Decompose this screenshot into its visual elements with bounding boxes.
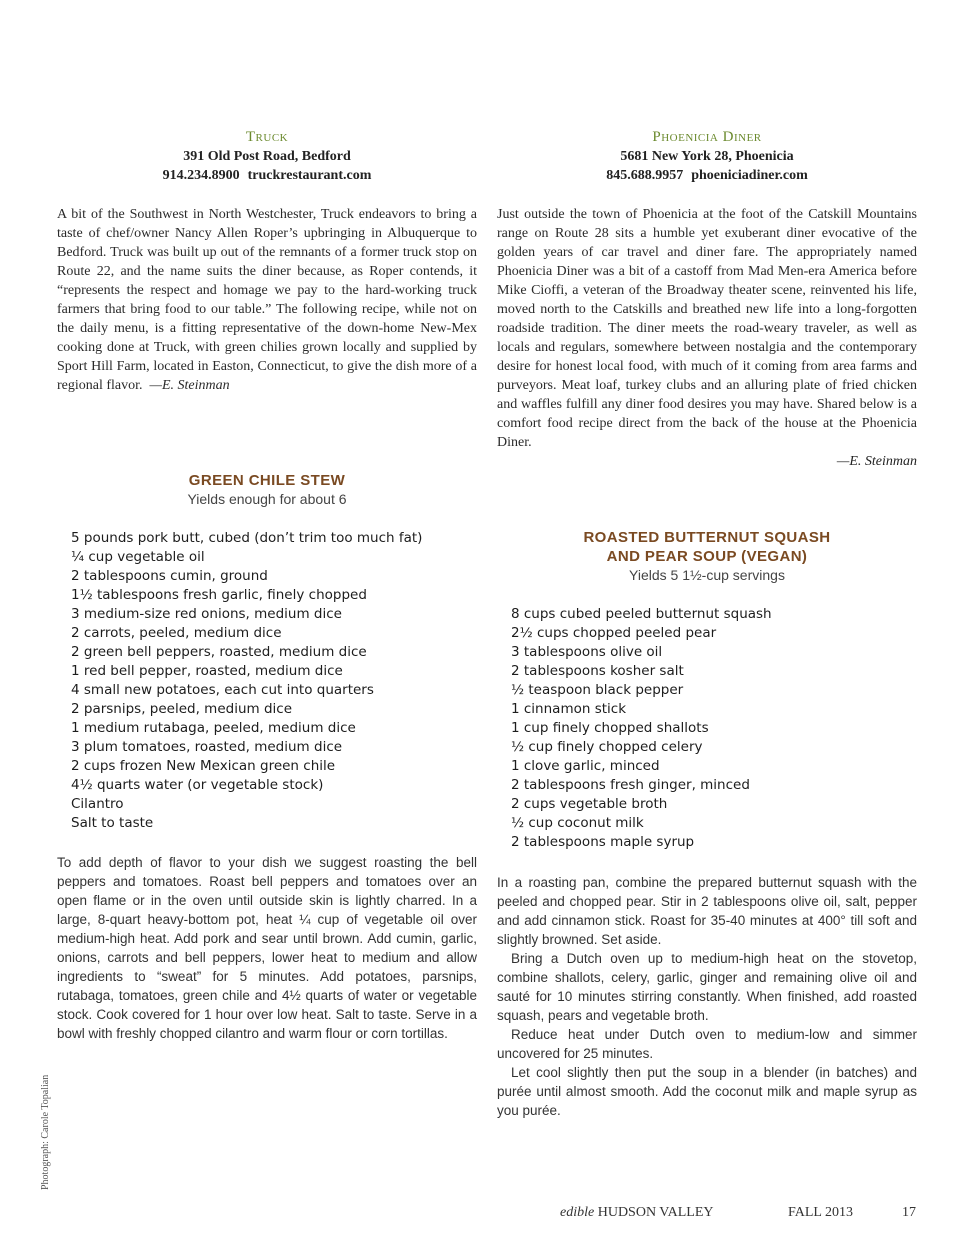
phoenicia-website[interactable]: phoeniciadiner.com (691, 168, 808, 183)
truck-contact (57, 166, 477, 185)
truck-name: Truck (245, 129, 289, 145)
ingredient-item: ½ cup coconut milk (511, 815, 644, 831)
phoenicia-header (497, 127, 917, 185)
ingredient-item: 2 parsnips, peeled, medium dice (71, 701, 293, 717)
ingredient-item: Cilantro (71, 796, 124, 812)
ingredient-item: 1 medium rutabaga, peeled, medium dice (71, 720, 356, 736)
ingredient-item: Salt to taste (71, 815, 154, 831)
ingredient-item: 3 tablespoons olive oil (511, 644, 663, 660)
ingredient-item: 2½ cups chopped peeled pear (511, 625, 717, 641)
ingredient-item: 2 tablespoons kosher salt (511, 663, 684, 679)
soup-method-step: Reduce heat under Dutch oven to medium-low and simmer uncovered for 25 minutes. (497, 1027, 917, 1061)
ingredient-item: 1 red bell pepper, roasted, medium dice (71, 663, 343, 679)
ingredient-item: 8 cups cubed peeled butternut squash (511, 606, 772, 622)
page-number: 17 (902, 1205, 916, 1220)
ingredient-item: 1 cinnamon stick (511, 701, 627, 717)
ingredient-item: 4½ quarts water (or vegetable stock) (71, 777, 324, 793)
stew-title: GREEN CHILE STEW (188, 472, 346, 489)
footer-magazine-edible: edible (560, 1205, 595, 1220)
photo-credit: Photograph: Carole Topalian (40, 1074, 51, 1190)
stew-method-block (57, 853, 477, 1043)
ingredient-item: 2 tablespoons fresh ginger, minced (511, 777, 750, 793)
footer-season: FALL 2013 (788, 1205, 853, 1220)
soup-method-step: Let cool slightly then put the soup in a blender (in batches) and purée until almost smooth. Add the coconut milk and maple syrup as you purée. (497, 1065, 917, 1118)
soup-method-step: Bring a Dutch oven up to medium-high heat on the stovetop, combine shallots, celery, garlic, ginger and remaining olive oil and sauté for 10 minutes stirring constantly. When finished, add roasted squash, pears and vegetable broth. (497, 951, 917, 1023)
ingredient-item: 1½ tablespoons fresh garlic, finely chopped (71, 587, 367, 603)
phoenicia-address: 5681 New York 28, Phoenicia (620, 149, 794, 164)
soup-ingredients (511, 605, 911, 852)
phoenicia-byline: —E. Steinman (836, 454, 917, 469)
soup-method-step: In a roasting pan, combine the prepared butternut squash with the peeled and chopped pear. Stir in 2 tablespoons olive oil, salt, pepper and add cinnamon stick. Roast for 35-40 minutes at 400° till soft and slightly browned. Set aside. (497, 875, 917, 947)
stew-yield: Yields enough for about 6 (187, 491, 347, 507)
phoenicia-intro-block (497, 205, 917, 471)
ingredient-item: ½ teaspoon black pepper (511, 682, 684, 698)
phoenicia-phone: 845.688.9957 (606, 168, 684, 183)
stew-method: To add depth of flavor to your dish we suggest roasting the bell peppers and tomatoes. Roast bell peppers and tomatoes over an open flame or in the oven until outside skin is lightly charred. In a large, 8-quart heavy-bottom pot, heat ¼ cup of vegetable oil over medium-high heat. Add pork and sear until brown. Add cumin, garlic, onions, carrots and bell peppers, lower heat to medium and allow ingredients to “sweat” for 5 minutes. Add potatoes, parsnips, rutabaga, tomatoes, green chile and 4½ quarts of water or vegetable stock. Cook covered for 1 hour over low heat. Salt to taste. Serve in a bowl with freshly chopped cilantro and warm flour or corn tortillas. (57, 855, 477, 1041)
soup-title-line2: AND PEAR SOUP (VEGAN) (606, 548, 808, 565)
ingredient-item: 5 pounds pork butt, cubed (don’t trim too much fat) (71, 530, 423, 546)
ingredient-item: 2 tablespoons maple syrup (511, 834, 695, 850)
ingredient-item: 2 tablespoons cumin, ground (71, 568, 268, 584)
soup-heading (497, 528, 917, 585)
ingredient-item: 2 green bell peppers, roasted, medium dice (71, 644, 367, 660)
ingredient-item: ½ cup finely chopped celery (511, 739, 703, 755)
truck-intro-text: A bit of the Southwest in North Westchester, Truck endeavors to bring a taste of chef/owner Nancy Allen Roper’s upbringing in Albuquerque to Bedford. Truck was built up out of the remnants of a former truck stop on Route 22, and the name suits the diner because, as Roper contends, it “represents the respect and homage we pay to the hard-working truck farmers that bring food to our table.” The following recipe, while not on the daily menu, is a fitting representative of the down-home New-Mex cooking done at Truck, with green chilies grown locally and supplied by Sport Hill Farm, located in Easton, Connecticut, to give the dish more of a regional flavor. (57, 207, 477, 393)
page-footer (560, 1204, 920, 1222)
truck-intro-block (57, 205, 477, 395)
phoenicia-name: Phoenicia Diner (652, 129, 762, 145)
soup-method-block (497, 873, 917, 1120)
footer-magazine-name: HUDSON VALLEY (597, 1205, 714, 1220)
ingredient-item: ¼ cup vegetable oil (71, 549, 205, 565)
phoenicia-intro: Just outside the town of Phoenicia at the foot of the Catskill Mountains range on Route 28 sits a humble yet exuberant diner evocative of the golden years of car travel and diner fare. The appropriately named Phoenicia Diner was a bit of a castoff from Mad Men-era America before Mike Cioffi, a veteran of the Broadway theater scene, reinvented his life, moved north to the Catskills and breathed new life into a long-forgotten roadside tradition. The diner meets the road-weary traveler, as well as locals and regulars, somewhere between nostalgia and the contemporary desire for honest local food, with much of it coming from area farms and purveyors. Meat loaf, turkey clubs and an alluring plate of fried chicken and waffles fulfill any diner food desires you may have. Shared below is a comfort food recipe direct from the back of the house at the Phoenicia Diner. (497, 207, 917, 450)
ingredient-item: 1 cup finely chopped shallots (511, 720, 709, 736)
stew-ingredients (71, 529, 471, 833)
soup-title-line1: ROASTED BUTTERNUT SQUASH (583, 529, 831, 546)
stew-heading (57, 471, 477, 509)
ingredient-item: 2 carrots, peeled, medium dice (71, 625, 282, 641)
ingredient-item: 3 medium-size red onions, medium dice (71, 606, 342, 622)
ingredient-item: 2 cups vegetable broth (511, 796, 668, 812)
truck-website[interactable]: truckrestaurant.com (247, 168, 372, 183)
ingredient-item: 4 small new potatoes, each cut into quarters (71, 682, 374, 698)
truck-byline: —E. Steinman (149, 378, 230, 393)
truck-phone: 914.234.8900 (162, 168, 240, 183)
truck-address: 391 Old Post Road, Bedford (183, 149, 351, 164)
soup-ingredients-block (511, 605, 911, 852)
footer-magazine (560, 1205, 714, 1220)
ingredient-item: 1 clove garlic, minced (511, 758, 660, 774)
soup-yield: Yields 5 1½-cup servings (629, 567, 785, 583)
truck-header (57, 127, 477, 185)
stew-ingredients-block (71, 529, 471, 833)
truck-intro (57, 205, 477, 395)
phoenicia-contact (497, 166, 917, 185)
ingredient-item: 2 cups frozen New Mexican green chile (71, 758, 336, 774)
ingredient-item: 3 plum tomatoes, roasted, medium dice (71, 739, 343, 755)
